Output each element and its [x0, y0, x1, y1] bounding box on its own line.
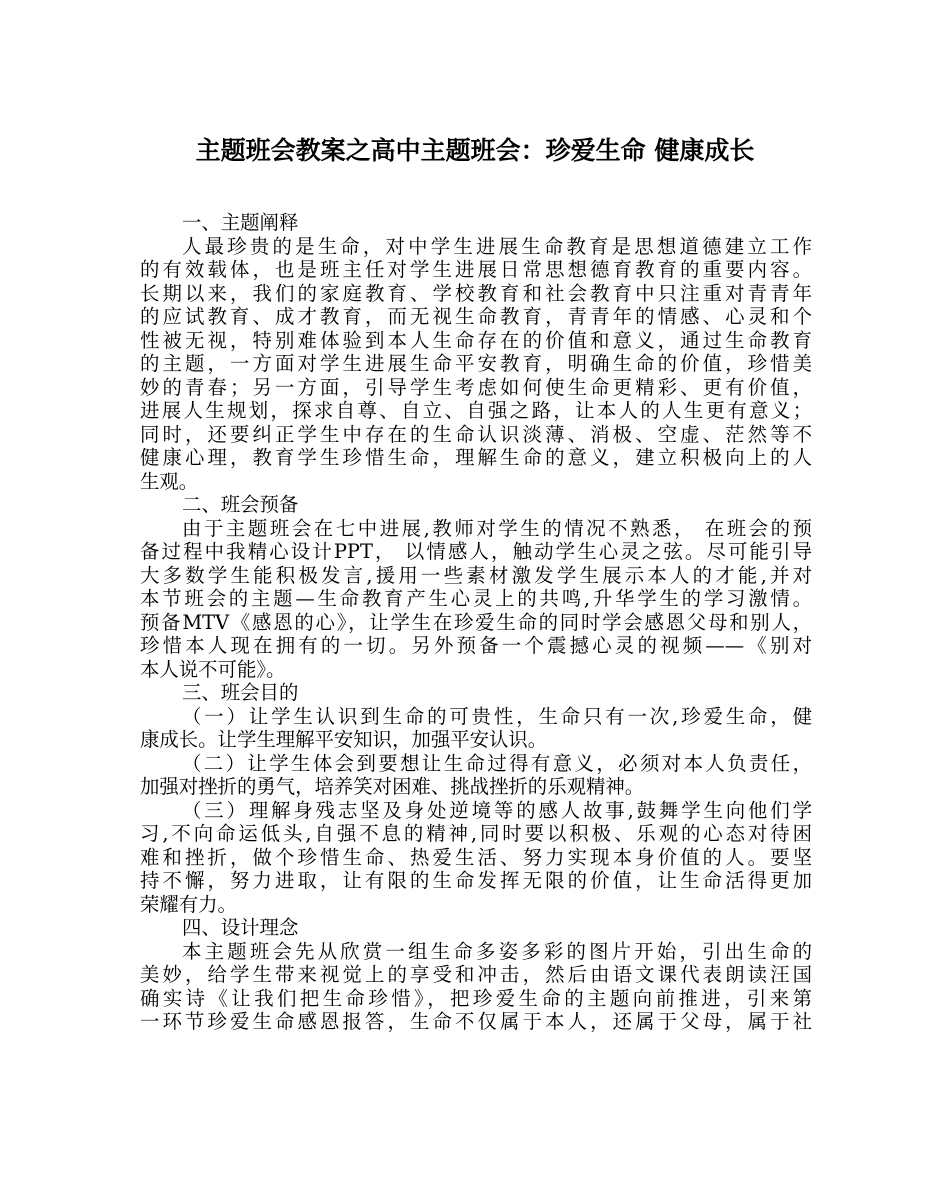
text-line: （三）理解身残志坚及身处逆境等的感人故事,鼓舞学生向他们学 — [182, 798, 812, 822]
text-line: （二）让学生体会到要想让生命过得有意义，必须对本人负责任， — [182, 751, 812, 775]
text-line: 由于主题班会在七中进展,教师对学生的情况不熟悉， 在班会的预 — [182, 516, 812, 540]
text-line: 三、班会目的 — [182, 681, 299, 704]
text-line: 大多数学生能积极发言,援用一些素材激发学生展示本人的才能,并对 — [140, 563, 812, 587]
text-line: 健康心理，教育学生珍惜生命，理解生命的意义，建立积极向上的人 — [140, 446, 812, 469]
text-line: 同时，还要纠正学生中存在的生命认识淡薄、消极、空虚、茫然等不 — [140, 422, 812, 446]
text-line: （一）让学生认识到生命的可贵性，生命只有一次,珍爱生命，健 — [182, 704, 812, 728]
text-line: 性被无视，特别难体验到本人生命存在的价值和意义，通过生命教育 — [140, 328, 812, 352]
text-line: 的有效载体，也是班主任对学生进展日常思想德育教育的重要内容。 — [140, 258, 812, 281]
document-title: 主题班会教案之高中主题班会：珍爱生命 健康成长 — [195, 136, 755, 165]
text-line: 妙的青春；另一方面，引导学生考虑如何使生命更精彩、更有价值， — [140, 375, 812, 399]
text-line: 美妙，给学生带来视觉上的享受和冲击，然后由语文课代表朗读汪国 — [140, 963, 812, 986]
text-line: 的主题，一方面对学生进展生命平安教育，明确生命的价值，珍惜美 — [140, 352, 812, 375]
text-line: 本主题班会先从欣赏一组生命多姿多彩的图片开始，引出生命的 — [182, 939, 812, 963]
text-line: 长期以来，我们的家庭教育、学校教育和社会教育中只注重对青青年 — [140, 281, 812, 305]
text-line: 的应试教育、成才教育，而无视生命教育，青青年的情感、心灵和个 — [140, 305, 812, 328]
text-line: 康成长。让学生理解平安知识，加强平安认识。 — [140, 728, 548, 751]
text-line: 确实诗《让我们把生命珍惜》，把珍爱生命的主题向前推进，引来第 — [140, 986, 812, 1010]
text-line: 进展人生规划，探求自尊、自立、自强之路，让本人的人生更有意义； — [140, 399, 812, 422]
text-line: 荣耀有力。 — [140, 892, 237, 916]
document-body — [140, 211, 812, 1034]
text-line: 珍惜本人现在拥有的一切。另外预备一个震撼心灵的视频——《别对 — [140, 634, 812, 657]
text-line: 加强对挫折的勇气，培养笑对困难、挑战挫折的乐观精神。 — [140, 775, 645, 798]
text-line: 人最珍贵的是生命，对中学生进展生命教育是思想道德建立工作 — [182, 234, 812, 258]
text-line: 本节班会的主题—生命教育产生心灵上的共鸣,升华学生的学习激情。 — [140, 587, 812, 610]
text-line: 一、主题阐释 — [182, 211, 299, 234]
text-line: 习,不向命运低头,自强不息的精神,同时要以积极、乐观的心态对待困 — [140, 822, 812, 845]
text-line: 难和挫折，做个珍惜生命、热爱生活、努力实现本身价值的人。要坚 — [140, 845, 812, 869]
text-line: 一环节珍爱生命感恩报答，生命不仅属于本人，还属于父母，属于社 — [140, 1010, 812, 1033]
text-line: 预备MTV《感恩的心》，让学生在珍爱生命的同时学会感恩父母和别人， — [140, 610, 812, 634]
text-line: 本人说不可能》。 — [140, 657, 286, 681]
text-line: 备过程中我精心设计PPT， 以情感人，触动学生心灵之弦。尽可能引导 — [140, 540, 812, 563]
text-line: 二、班会预备 — [182, 493, 299, 516]
text-line: 四、设计理念 — [182, 916, 299, 939]
text-line: 持不懈，努力进取，让有限的生命发挥无限的价值，让生命活得更加 — [140, 869, 812, 892]
text-line: 生观。 — [140, 469, 199, 493]
